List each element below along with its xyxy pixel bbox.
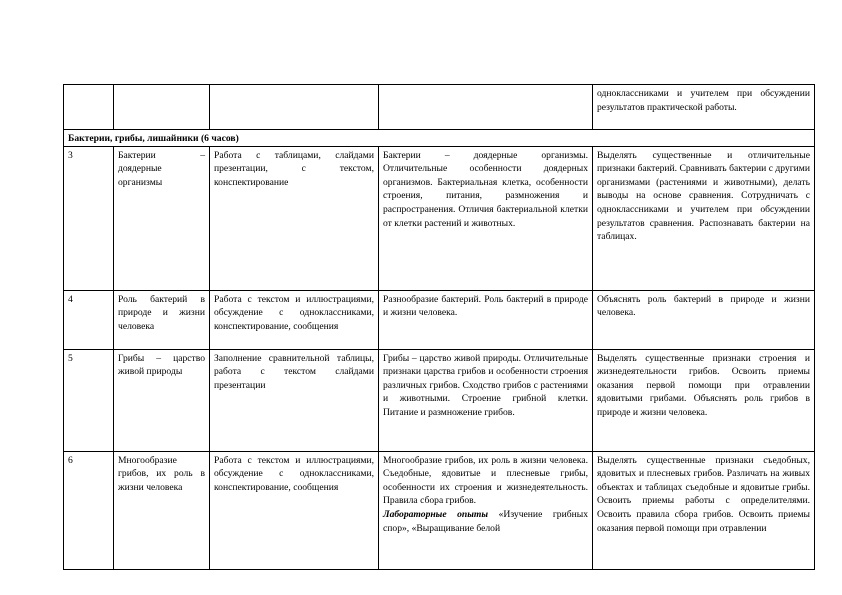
lesson-topic: Бактерии – доядерные организмы bbox=[114, 146, 210, 290]
table-row bbox=[64, 349, 815, 451]
lesson-number: 4 bbox=[64, 290, 114, 349]
section-title: Бактерии, грибы, лишайники (6 часов) bbox=[64, 130, 815, 147]
lesson-content-cell bbox=[379, 451, 593, 569]
lesson-content: Грибы – царство живой природы. Отличительные признаки царства грибов и особенности строения различных грибов. Сходство грибов с растениями и животными. Строение грибной клетки. Питание и размножение грибов. bbox=[379, 349, 593, 451]
empty-cell bbox=[64, 85, 114, 130]
lesson-content: Разнообразие бактерий. Роль бактерий в природе и жизни человека. bbox=[379, 290, 593, 349]
lab-text: «Изучение грибных спор», «Выращивание белой bbox=[383, 508, 588, 534]
empty-cell bbox=[210, 85, 379, 130]
lesson-forms: Заполнение сравнительной таблицы, работа с текстом слайдами презентации bbox=[210, 349, 379, 451]
lesson-number: 3 bbox=[64, 146, 114, 290]
lesson-content: Бактерии – доядерные организмы. Отличительные особенности доядерных организмов. Бактериальная клетка, особенности строения, питания, размножения и распространения. Отличия бактериальной клетки от клетки растений и животных. bbox=[379, 146, 593, 290]
empty-cell bbox=[114, 85, 210, 130]
table-row bbox=[64, 146, 815, 290]
table-row bbox=[64, 451, 815, 569]
lesson-activities: Выделять существенные и отличительные признаки бактерий. Сравнивать бактерии с другими организмами (растениями и животными), делать выводы на основе сравнения. Сотрудничать с одноклассниками и учителем при обсуждении результатов сравнения. Распознавать бактерии на таблицах. bbox=[593, 146, 815, 290]
lesson-table bbox=[63, 84, 815, 570]
lesson-content: Многообразие грибов, их роль в жизни человека. Съедобные, ядовитые и плесневые грибы, особенности их строения и жизнедеятельность. Правила сбора грибов. bbox=[383, 454, 588, 507]
lesson-number: 5 bbox=[64, 349, 114, 451]
table-row bbox=[64, 290, 815, 349]
lesson-activities: Объяснять роль бактерий в природе и жизни человека. bbox=[593, 290, 815, 349]
lesson-topic: Роль бактерий в природе и жизни человека bbox=[114, 290, 210, 349]
table-row bbox=[64, 85, 815, 130]
lesson-activities: Выделять существенные признаки строения и жизнедеятельности грибов. Освоить приемы оказания первой помощи при отравлении ядовитыми грибами. Объяснять роль грибов в природе и жизни человека. bbox=[593, 349, 815, 451]
lesson-activities: Выделять существенные признаки съедобных, ядовитых и плесневых грибов. Различать на живых объектах и таблицах съедобные и ядовитые грибы. Освоить приемы работы с определителями. Освоить правила сбора грибов. Освоить приемы оказания первой помощи при отравлении bbox=[593, 451, 815, 569]
lesson-topic: Многообразие грибов, их роль в жизни человека bbox=[114, 451, 210, 569]
empty-cell bbox=[379, 85, 593, 130]
activities-cell: одноклассниками и учителем при обсуждении результатов практической работы. bbox=[593, 85, 815, 130]
lesson-forms: Работа с текстом и иллюстрациями, обсуждение с одноклассниками, конспектирование, сообщения bbox=[210, 290, 379, 349]
lesson-topic: Грибы – царство живой природы bbox=[114, 349, 210, 451]
lesson-forms: Работа с текстом и иллюстрациями, обсуждение с одноклассниками, конспектирование, сообщения bbox=[210, 451, 379, 569]
lab-label: Лабораторные опыты bbox=[383, 508, 489, 520]
section-header-row bbox=[64, 130, 815, 147]
lesson-forms: Работа с таблицами, слайдами презентации, с текстом, конспектирование bbox=[210, 146, 379, 290]
lesson-number: 6 bbox=[64, 451, 114, 569]
